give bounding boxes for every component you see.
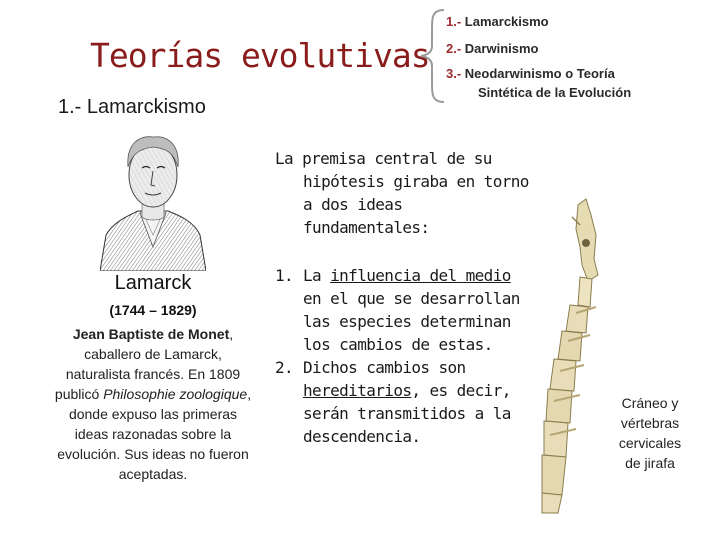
bio-text-1: , caballero de Lamarck, naturalista francés. En 1809 publicó	[54, 326, 241, 402]
bio-name: Jean Baptiste de Monet	[72, 326, 230, 342]
person-biography	[52, 324, 254, 484]
list-item: 1. La influencia del medio en el que se desarrollan las especies determinan los cambios de estas.	[275, 266, 520, 354]
premise-paragraph	[275, 147, 537, 239]
person-dates: (1744 – 1829)	[109, 302, 197, 318]
hyperlink-influencia-del-medio[interactable]: influencia del medio	[330, 266, 511, 285]
section-heading: 1.- Lamarckismo	[58, 96, 206, 118]
bio-book-title: Philosophie zoologique	[103, 386, 248, 402]
page-title: Teorías evolutivas	[90, 36, 430, 75]
ideas-list	[275, 264, 537, 448]
premise-rest: hipótesis giraba en torno a dos ideas fundamentales:	[303, 172, 529, 237]
hyperlink-hereditarios[interactable]: hereditarios	[303, 381, 412, 400]
outline-item-neodarwinismo: 3.- Neodarwinismo o Teoría	[446, 66, 615, 81]
outline-item-darwinismo: 2.- Darwinismo	[446, 41, 539, 56]
lamarck-portrait-image	[100, 123, 206, 271]
list-item-number: 2.	[275, 358, 294, 377]
person-name: Lamarck	[114, 272, 192, 294]
outline-item-neodarwinismo-cont: Sintética de la Evolución	[478, 85, 632, 100]
image-caption: Cráneo y vértebras cervicales de jirafa	[618, 395, 682, 471]
premise-line-1: La premisa central de su	[275, 149, 492, 168]
brace-icon	[418, 8, 448, 104]
outline-item-lamarckismo: 1.- Lamarckismo	[446, 14, 549, 29]
list-item: 2. Dichos cambios son hereditarios, es decir, serán transmitidos a la descendencia.	[275, 358, 511, 446]
giraffe-skull-image	[536, 195, 606, 515]
list-item-number: 1.	[275, 266, 294, 285]
bio-text-2: , donde expuso las primeras ideas razonadas sobre la evolución. Sus ideas no fueron aceptadas.	[57, 386, 252, 482]
